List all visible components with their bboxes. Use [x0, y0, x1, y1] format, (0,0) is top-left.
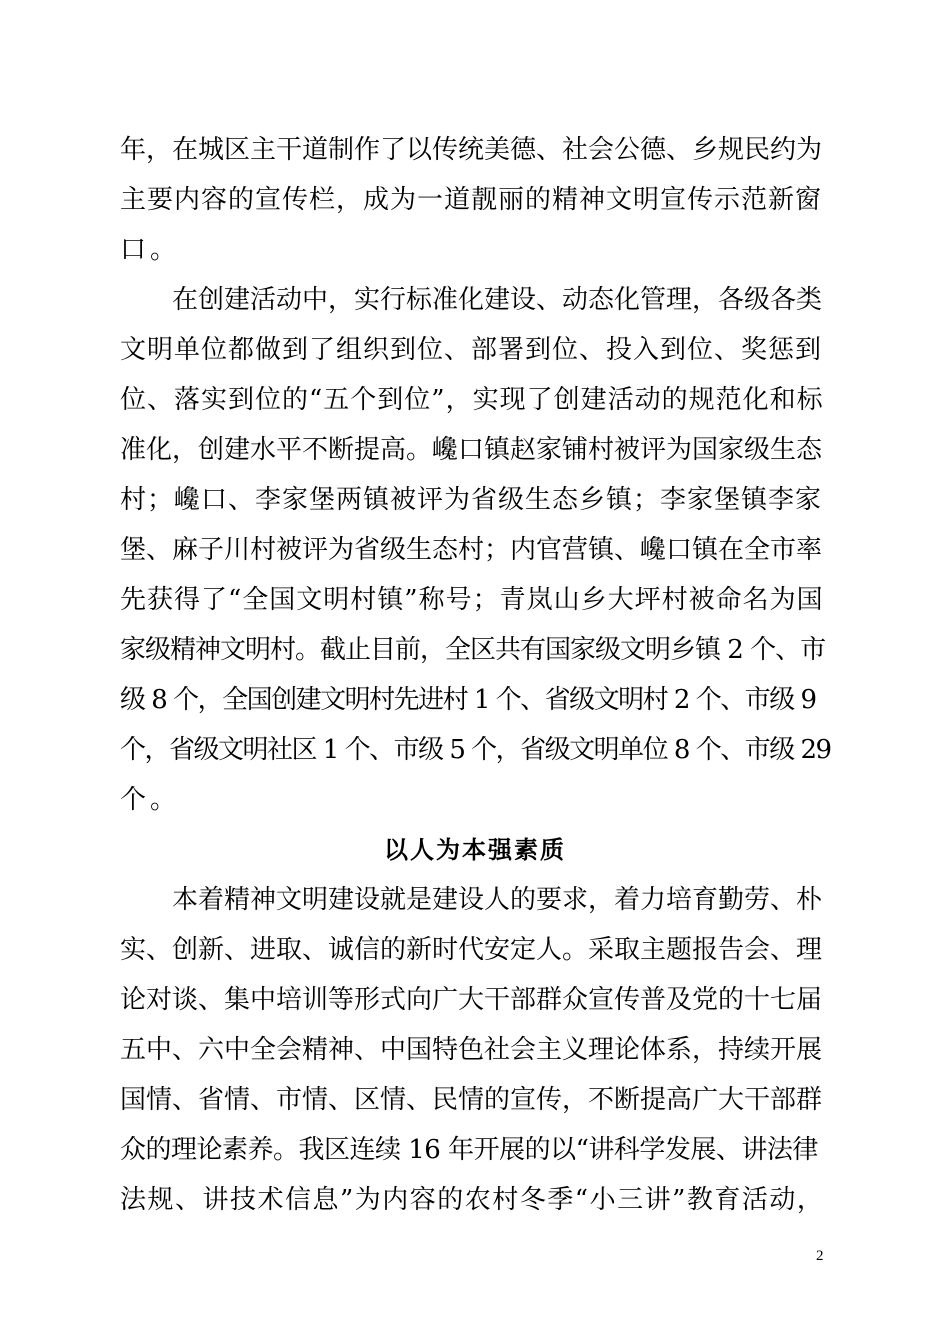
paragraph-3-line-5: 国情、省情、市情、区情、民情的宣传，不断提高广大干部群 [120, 1085, 823, 1115]
paragraph-2-line-3: 位、落实到位的“五个到位”，实现了创建活动的规范化和标 [120, 385, 824, 415]
paragraph-3-line-3: 论对谈、集中培训等形式向广大干部群众宣传普及党的十七届 [120, 985, 823, 1015]
paragraph-3-line-7: 法规、讲技术信息”为内容的农村冬季“小三讲”教育活动， [120, 1185, 825, 1215]
paragraph-2-line-9: 级 8 个，全国创建文明村先进村 1 个、省级文明村 2 个、市级 9 [120, 685, 816, 715]
paragraph-2-line-5: 村；巉口、李家堡两镇被评为省级生态乡镇；李家堡镇李家 [120, 485, 823, 515]
paragraph-1-line-2: 主要内容的宣传栏，成为一道靓丽的精神文明宣传示范新窗 [120, 185, 823, 215]
paragraph-2-line-7: 先获得了“全国文明村镇”称号；青岚山乡大坪村被命名为国 [120, 585, 824, 615]
paragraph-1-line-3: 口。 [120, 235, 181, 265]
paragraph-3-line-6: 众的理论素养。我区连续 16 年开展的以“讲科学发展、讲法律 [120, 1135, 818, 1165]
paragraph-1-line-1: 年，在城区主干道制作了以传统美德、社会公德、乡规民约为 [120, 135, 823, 165]
paragraph-3-line-2: 实、创新、进取、诚信的新时代安定人。采取主题报告会、理 [120, 935, 823, 965]
paragraph-2-line-2: 文明单位都做到了组织到位、部署到位、投入到位、奖惩到 [120, 335, 823, 365]
paragraph-2-line-8: 家级精神文明村。截止目前，全区共有国家级文明乡镇 2 个、市 [120, 635, 826, 665]
paragraph-2-line-1: 在创建活动中，实行标准化建设、动态化管理，各级各类 [172, 285, 823, 315]
paragraph-2-line-10: 个，省级文明社区 1 个、市级 5 个，省级文明单位 8 个、市级 29 [120, 735, 831, 765]
paragraph-2-line-11: 个。 [120, 785, 181, 815]
paragraph-2-line-6: 堡、麻子川村被评为省级生态村；内官营镇、巉口镇在全市率 [120, 535, 823, 565]
page-number: 2 [816, 1248, 824, 1264]
paragraph-3-line-4: 五中、六中全会精神、中国特色社会主义理论体系，持续开展 [120, 1035, 823, 1065]
paragraph-2-line-4: 准化，创建水平不断提高。巉口镇赵家铺村被评为国家级生态 [120, 435, 823, 465]
section-heading: 以人为本强素质 [384, 836, 566, 864]
paragraph-3-line-1: 本着精神文明建设就是建设人的要求，着力培育勤劳、朴 [172, 885, 823, 915]
